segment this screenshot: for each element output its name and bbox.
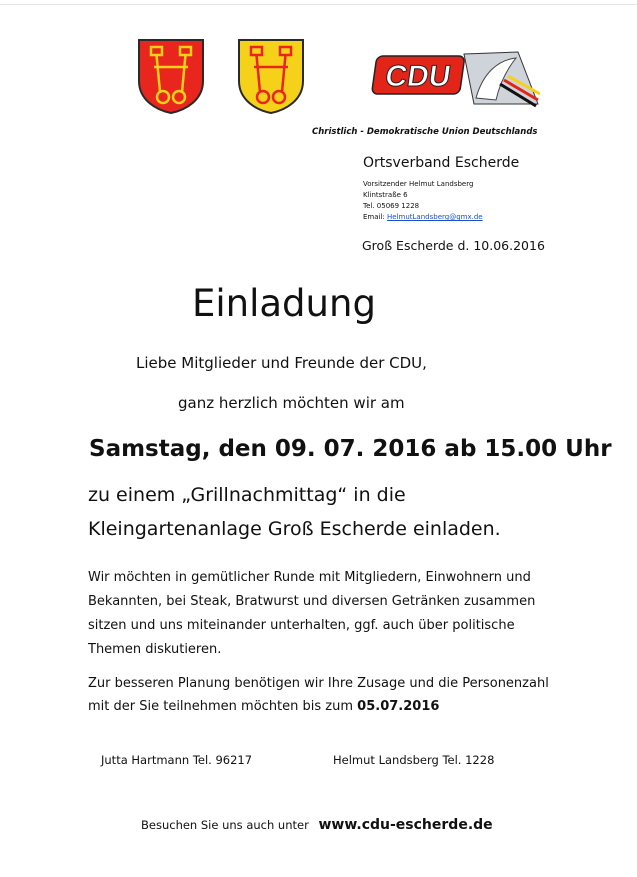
ortsverband-title: Ortsverband Escherde: [363, 155, 520, 171]
street-line: Klintstraße 6: [363, 191, 408, 199]
cdu-logo: [368, 48, 540, 110]
event-title-line: zu einem „Grillnachmittag“ in die: [88, 484, 406, 506]
website-link[interactable]: www.cdu-escherde.de: [318, 817, 493, 833]
email-label: Email:: [363, 213, 385, 221]
visit-text: Besuchen Sie uns auch unter: [141, 818, 309, 832]
rsvp-text: mit der Sie teilnehmen möchten bis zum: [88, 699, 354, 714]
coat-of-arms-red-icon: [136, 37, 206, 115]
event-date: Samstag, den 09. 07. 2016 ab 15.00 Uhr: [89, 436, 612, 462]
email-link[interactable]: HelmutLandsberg@gmx.de: [387, 213, 483, 221]
phone-line: Tel. 05069 1228: [363, 202, 420, 210]
date-line: Groß Escherde d. 10.06.2016: [362, 238, 545, 253]
contact-landsberg: Helmut Landsberg Tel. 1228: [333, 753, 495, 767]
rsvp-line: Zur besseren Planung benötigen wir Ihre Zusage und die Personenzahl: [88, 676, 549, 691]
page-title: Einladung: [192, 282, 376, 325]
rsvp-deadline-line: [88, 699, 439, 714]
rsvp-deadline: 05.07.2016: [357, 699, 440, 714]
intro-line: ganz herzlich möchten wir am: [178, 394, 405, 412]
party-name: Christlich - Demokratische Union Deutschlands: [312, 127, 538, 137]
cdu-logo-text: CDU: [383, 60, 453, 93]
scan-edge-line: [0, 4, 637, 5]
chair-line: Vorsitzender Helmut Landsberg: [363, 180, 474, 188]
coat-of-arms-yellow-icon: [236, 37, 306, 115]
greeting: Liebe Mitglieder und Freunde der CDU,: [136, 354, 427, 372]
website-line: [141, 817, 493, 833]
paragraph-line: Wir möchten in gemütlicher Runde mit Mitgliedern, Einwohnern und: [88, 570, 531, 585]
contact-hartmann: Jutta Hartmann Tel. 96217: [101, 753, 253, 767]
email-line: [363, 213, 483, 221]
paragraph-line: Themen diskutieren.: [88, 642, 222, 657]
event-location-line: Kleingartenanlage Groß Escherde einladen.: [88, 518, 501, 540]
paragraph-line: sitzen und uns miteinander unterhalten, ggf. auch über politische: [88, 618, 515, 633]
paragraph-line: Bekannten, bei Steak, Bratwurst und diversen Getränken zusammen: [88, 594, 536, 609]
